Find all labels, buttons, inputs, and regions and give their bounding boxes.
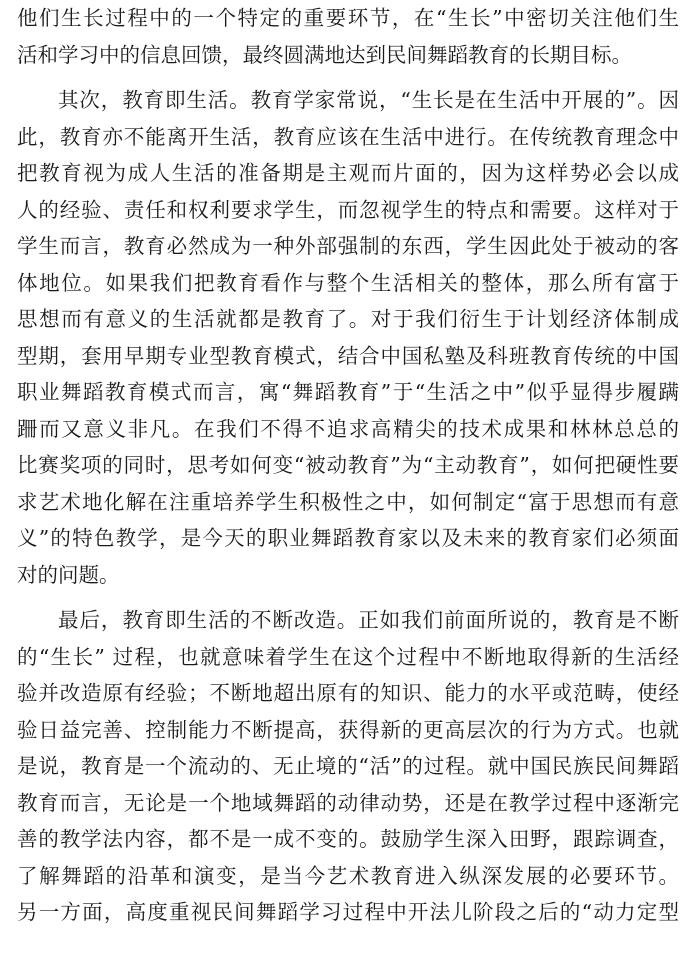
text-line: 了解舞蹈的沿革和演变，是当今艺术教育进入纵深发展的必要环节。	[17, 863, 679, 888]
text-line: 此，教育亦不能离开生活，教育应该在生活中进行。在传统教育理念中	[17, 124, 679, 149]
text-line: 最后，教育即生活的不断改造。正如我们前面所说的，教育是不断	[58, 608, 679, 632]
text-line: 验并改造原有经验；不断地超出原有的知识、能力的水平或范畴，使经	[17, 681, 679, 705]
text-line: 善的教学法内容，都不是一成不变的。鼓励学生深入田野，跟踪调查，	[17, 827, 679, 851]
text-line: 求艺术地化解在注重培养学生积极性之中，如何制定“富于思想而有意	[17, 489, 679, 514]
text-line: 他们生长过程中的一个特定的重要环节，在“生长”中密切关注他们生	[17, 6, 679, 30]
document-page	[17, 0, 679, 954]
text-line: 型期，套用早期专业型教育模式，结合中国私塾及科班教育传统的中国	[17, 343, 679, 368]
text-line: 义”的特色教学，是今天的职业舞蹈教育家以及未来的教育家们必须面	[17, 526, 679, 550]
paragraph-continuous-reconstruction	[17, 602, 679, 931]
text-line: 职业舞蹈教育模式而言，寓“舞蹈教育”于“生活之中”似乎显得步履蹒	[17, 380, 679, 404]
text-line: 是说，教育是一个流动的、无止境的“活”的过程。就中国民族民间舞蹈	[17, 754, 679, 778]
text-line: 的“生长” 过程，也就意味着学生在这个过程中不断地取得新的生活经	[17, 644, 679, 669]
text-line: 教育而言，无论是一个地域舞蹈的动律动势，还是在教学过程中逐渐完	[17, 790, 679, 815]
text-line: 另一方面，高度重视民间舞蹈学习过程中开法儿阶段之后的“动力定型	[17, 900, 679, 924]
text-line: 其次，教育即生活。教育学家常说，“生长是在生活中开展的”。因	[58, 88, 679, 112]
text-line: 人的经验、责任和权利要求学生，而忽视学生的特点和需要。这样对于	[17, 197, 679, 222]
text-line: 验日益完善、控制能力不断提高，获得新的更高层次的行为方式。也就	[17, 717, 679, 742]
text-line: 比赛奖项的同时，思考如何变“被动教育”为“主动教育”，如何把硬性要	[17, 453, 679, 477]
text-line: 思想而有意义的生活就都是教育了。对于我们衍生于计划经济体制成	[17, 307, 679, 331]
paragraph-continuation	[17, 0, 679, 73]
text-line: 对的问题。	[17, 562, 120, 587]
text-line: 体地位。如果我们把教育看作与整个生活相关的整体，那么所有富于	[17, 270, 679, 295]
paragraph-education-is-life	[17, 82, 679, 593]
text-line: 把教育视为成人生活的准备期是主观而片面的，因为这样势必会以成	[17, 161, 679, 185]
text-line: 学生而言，教育必然成为一种外部强制的东西，学生因此处于被动的客	[17, 234, 679, 258]
text-line: 活和学习中的信息回馈，最终圆满地达到民间舞蹈教育的长期目标。	[17, 42, 632, 67]
text-line: 跚而又意义非凡。在我们不得不追求高精尖的技术成果和林林总总的	[17, 416, 679, 441]
